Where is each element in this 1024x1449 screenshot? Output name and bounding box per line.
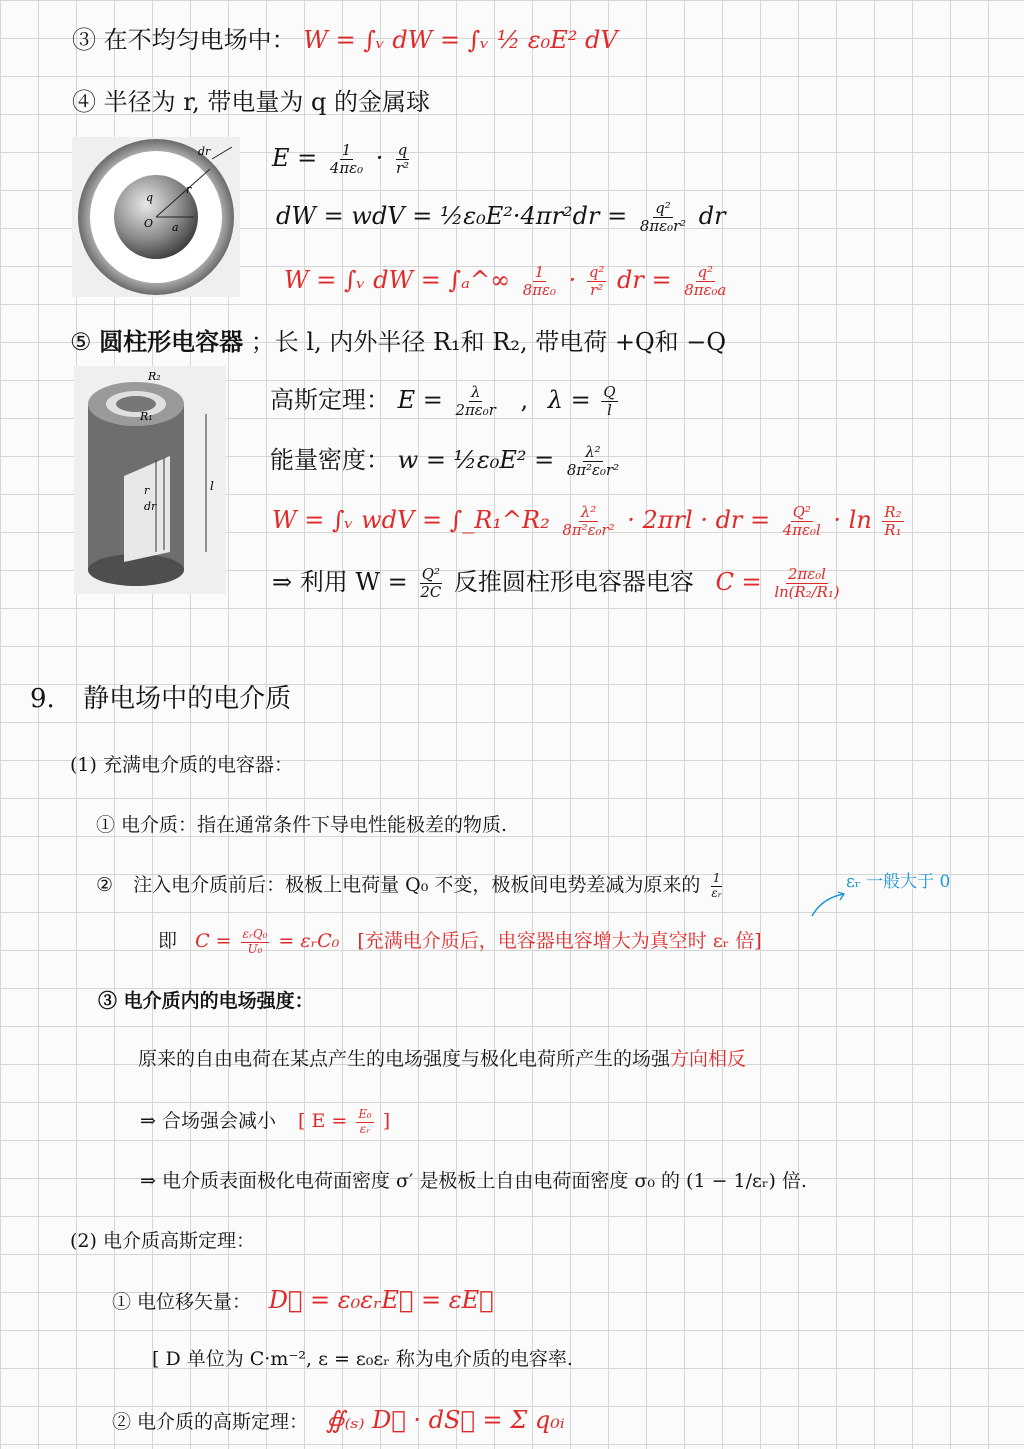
frac-num: q² bbox=[588, 263, 605, 281]
frac-den: U₀ bbox=[247, 941, 263, 956]
gauss-frac2 bbox=[601, 384, 617, 419]
density-lhs: w = ½ε₀E² = bbox=[397, 446, 555, 475]
item5-label: 圆柱形电容器 bbox=[99, 327, 244, 356]
cyl-density bbox=[270, 444, 624, 479]
cyl-derive bbox=[272, 566, 845, 601]
section9-heading bbox=[30, 684, 291, 715]
item3-label: 在不均匀电场中： bbox=[103, 26, 296, 54]
p2-frac bbox=[709, 872, 723, 900]
frac-den: ln(R₂/R₁) bbox=[774, 583, 840, 602]
energy-ln: · ln bbox=[833, 506, 872, 535]
energy-lhs: W = ∫ᵥ wdV = ∫_R₁^R₂ bbox=[272, 506, 550, 535]
sub2-label: (2) 电介质高斯定理： bbox=[70, 1230, 255, 1252]
sub2-p1 bbox=[112, 1286, 494, 1315]
frac-den: 8πε₀r² bbox=[639, 217, 687, 236]
derive-text2: 反推圆柱形电容器电容 bbox=[453, 568, 694, 597]
density-frac bbox=[565, 444, 621, 479]
sub2-p3-label: ② 电介质的高斯定理： bbox=[112, 1411, 309, 1433]
sub1-p1: ① 电介质：指在通常条件下导电性能极差的物质. bbox=[96, 814, 508, 836]
frac-num: Q bbox=[603, 383, 616, 401]
sub1-p5 bbox=[138, 1048, 746, 1071]
p3-frac bbox=[241, 928, 270, 956]
dw-frac bbox=[638, 200, 688, 235]
derive-c-lhs: C = bbox=[715, 568, 762, 597]
e-field-lhs: E = bbox=[272, 144, 318, 173]
sub2-p3 bbox=[112, 1406, 565, 1435]
frac-den: 4πε₀ bbox=[329, 159, 364, 178]
frac-den: r² bbox=[396, 159, 410, 178]
er-note: εᵣ 一般大于 0 bbox=[846, 872, 951, 892]
frac-den: R₁ bbox=[884, 521, 902, 540]
w-frac1 bbox=[521, 264, 558, 299]
energy-frac2 bbox=[781, 504, 823, 539]
frac-den: 8πε₀a bbox=[684, 281, 727, 300]
sphere-dw bbox=[276, 200, 726, 235]
fig-label-q: q bbox=[146, 191, 154, 204]
fig-label-a: a bbox=[172, 221, 179, 234]
w-frac3 bbox=[682, 264, 728, 299]
sub1-p7: ⇒ 电介质表面极化电荷面密度 σ′ 是极板上自由电荷面密度 σ₀ 的 (1 − 1/εᵣ) 倍. bbox=[140, 1170, 807, 1192]
dw-rhs: dr bbox=[698, 202, 726, 231]
sub1-label: (1) 充满电介质的电容器： bbox=[70, 754, 293, 776]
frac-den: 8πε₀ bbox=[522, 281, 556, 300]
fig-label-r: r bbox=[186, 183, 192, 196]
p2-marker: ② bbox=[96, 874, 114, 897]
item3-formula: W = ∫ᵥ dW = ∫ᵥ ½ ε₀E² dV bbox=[303, 26, 618, 54]
density-label: 能量密度： bbox=[270, 446, 390, 475]
p6-a: ⇒ 合场强会减小 bbox=[140, 1110, 276, 1133]
derive-c-frac bbox=[772, 566, 841, 601]
item5-marker: ⑤ bbox=[70, 328, 92, 356]
e-field-dot: · bbox=[375, 144, 384, 173]
frac-num: εᵣQ₀ bbox=[242, 927, 268, 941]
cyl-gauss bbox=[270, 384, 621, 419]
energy-mid: · 2πrl · dr = bbox=[627, 506, 771, 535]
sub1-p6 bbox=[140, 1108, 390, 1136]
item5-desc: ；长 l, 内外半径 R₁和 R₂, 带电荷 +Q和 −Q bbox=[250, 328, 727, 356]
cylinder-capacitor-diagram bbox=[74, 366, 226, 594]
frac-den: 8π²ε₀r² bbox=[562, 521, 615, 540]
p3-lhs: C = bbox=[195, 930, 232, 953]
derive-text: ⇒ 利用 W = bbox=[272, 568, 408, 597]
frac-den: εᵣ bbox=[359, 1121, 371, 1136]
sub1-p4: ③ 电介质内的电场强度： bbox=[98, 990, 314, 1012]
metal-sphere-diagram bbox=[72, 137, 240, 297]
p6-b: [ E = bbox=[298, 1110, 348, 1133]
frac-den: 2C bbox=[420, 583, 442, 602]
frac-num: q² bbox=[655, 199, 671, 217]
frac-num: λ² bbox=[585, 443, 601, 461]
sub2-p1-label: ① 电位移矢量： bbox=[112, 1291, 252, 1313]
sub2-p2: [ D 单位为 C·m⁻², ε = ε₀εᵣ 称为电介质的电容率. bbox=[152, 1348, 573, 1370]
section9-title: 静电场中的电介质 bbox=[83, 684, 292, 714]
fig-label-l: l bbox=[210, 479, 214, 493]
item4-line bbox=[72, 88, 430, 117]
frac-num: 2πε₀l bbox=[787, 565, 826, 583]
derive-frac bbox=[418, 566, 443, 601]
fig-label-o: O bbox=[144, 217, 154, 230]
frac-den: 8π²ε₀r² bbox=[566, 461, 620, 480]
sphere-w bbox=[284, 264, 731, 299]
p3-pre: 即 bbox=[158, 930, 178, 953]
frac-den: εᵣ bbox=[711, 885, 722, 900]
fig-label-r: r bbox=[144, 484, 150, 497]
energy-frac1 bbox=[560, 504, 616, 539]
metal-sphere-figure bbox=[72, 137, 240, 297]
p6-c: ] bbox=[382, 1110, 391, 1133]
p6-frac bbox=[356, 1108, 373, 1136]
e-field-frac1 bbox=[328, 142, 365, 177]
frac-den: l bbox=[607, 401, 612, 420]
sub1-p3 bbox=[158, 928, 762, 956]
item3-marker: ③ bbox=[72, 26, 96, 54]
fig-label-dr: dr bbox=[144, 500, 157, 513]
p2-text: 注入电介质前后：极板上电荷量 Q₀ 不变，极板间电势差减为原来的 bbox=[133, 874, 701, 897]
item5-line bbox=[70, 328, 726, 357]
energy-frac3 bbox=[882, 504, 903, 539]
gauss-frac bbox=[454, 384, 498, 419]
gauss-label: 高斯定理： bbox=[270, 386, 390, 415]
item4-label: 半径为 r, 带电量为 q 的金属球 bbox=[103, 88, 430, 116]
frac-num: R₂ bbox=[884, 503, 902, 521]
dw-lhs: dW = wdV = ½ε₀E²·4πr²dr = bbox=[276, 202, 628, 231]
frac-num: q bbox=[397, 141, 408, 159]
sub2-p3-formula: ∯₍ₛ₎ D⃗ · dS⃗ = Σ q₀ᵢ bbox=[325, 1406, 565, 1434]
gauss-lhs: E = bbox=[397, 386, 443, 415]
frac-den: 2πε₀r bbox=[455, 401, 496, 420]
p3-rhs: = εᵣC₀ bbox=[278, 930, 340, 953]
frac-num: q² bbox=[697, 263, 714, 281]
w-mid: dr = bbox=[617, 266, 672, 295]
p3-bracket: [充满电介质后，电容器电容增大为真空时 εᵣ 倍] bbox=[357, 930, 762, 953]
sphere-e-field bbox=[272, 142, 414, 177]
gauss-sep: , bbox=[520, 386, 529, 415]
frac-num: Q² bbox=[792, 503, 811, 521]
fig-label-r1: R₁ bbox=[140, 410, 153, 423]
section9-number: 9. bbox=[30, 684, 55, 714]
frac-num: λ² bbox=[580, 503, 597, 521]
e-field-frac2 bbox=[394, 142, 411, 177]
cylinder-capacitor-figure bbox=[74, 366, 226, 594]
fig-label-dr: dr bbox=[198, 145, 211, 158]
frac-num: λ bbox=[470, 383, 481, 401]
item4-marker: ④ bbox=[72, 88, 96, 116]
sub2-p1-formula: D⃗ = ε₀εᵣE⃗ = εE⃗ bbox=[268, 1286, 494, 1314]
cyl-energy bbox=[272, 504, 907, 539]
gauss-lambda: λ = bbox=[547, 386, 591, 415]
w-frac2 bbox=[587, 264, 607, 299]
frac-den: 4πε₀l bbox=[782, 521, 821, 540]
item3-line bbox=[72, 26, 618, 55]
frac-den: r² bbox=[590, 281, 604, 300]
note-arrow-icon bbox=[808, 890, 848, 920]
fig-label-r2: R₂ bbox=[148, 370, 161, 383]
w-dot: · bbox=[568, 266, 577, 295]
sub1-p2 bbox=[96, 872, 727, 900]
frac-num: Q² bbox=[421, 565, 440, 583]
frac-num: 1 bbox=[712, 871, 721, 885]
p5-b: 方向相反 bbox=[670, 1048, 747, 1070]
frac-num: E₀ bbox=[358, 1107, 372, 1121]
p5-a: 原来的自由电荷在某点产生的电场强度与极化电荷所产生的场强 bbox=[138, 1048, 671, 1070]
w-lhs: W = ∫ᵥ dW = ∫ₐ^∞ bbox=[284, 266, 511, 295]
frac-num: 1 bbox=[534, 263, 545, 281]
frac-num: 1 bbox=[341, 141, 352, 159]
